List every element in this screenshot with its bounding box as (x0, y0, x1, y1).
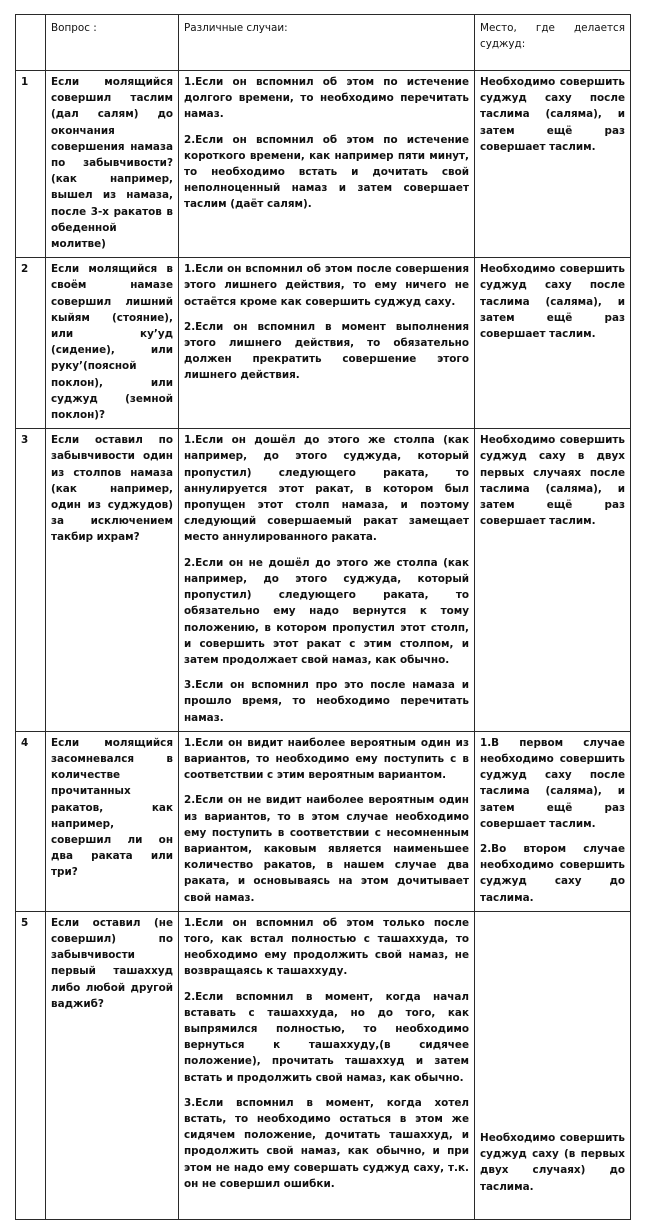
header-place: Место, где делается суджуд: (475, 15, 631, 71)
row-number: 5 (16, 911, 46, 1219)
case-paragraph: 1.Если он вспомнил об этом по истечение долгого времени, то необходимо перечитать намаз. (184, 76, 469, 121)
question-cell: Если оставил по забывчивости один из столпов намаза (как например, один из суджудов) за исключением такбир ихрам? (46, 429, 179, 731)
cases-cell (179, 911, 475, 1219)
case-paragraph: 2.Если он вспомнил об этом по истечение короткого времени, как например пяти минут, то необходимо встать и дочитать свой неполноценный намаз и затем совершает таслим (даёт салям). (184, 133, 469, 211)
cases-cell (179, 731, 475, 911)
row-number: 2 (16, 258, 46, 429)
question-cell: Если молящийся в своём намазе совершил лишний кыйям (стояние), или ку’уд (сидение), или руку’(поясной поклон), или суджуд (земной поклон)? (46, 258, 179, 429)
case-paragraph: 2.Если он не дошёл до этого же столпа (как например, до этого суджуда, который пропустил) следующего раката, то обязательно ему надо вернутся к тому положению, в котором пропустил этот столп, и совершить этот ракат с этим столпом, и затем продолжает свой намаз, как обычно. (184, 556, 469, 666)
case-paragraph: 2.Если вспомнил в момент, когда начал вставать с ташаххуда, но до того, как выпрямился полностью, то необходимо вернуться к ташаххуду,(в сидячее положение), прочитать ташаххуд и затем встать и продолжить свой намаз, как обычно. (184, 990, 469, 1084)
header-number (16, 15, 46, 71)
place-paragraph: 2.Во втором случае необходимо совершить суджуд саху до таслима. (480, 842, 625, 904)
place-paragraph: Необходимо совершить суджуд саху после таслима (саляма), и затем ещё раз совершает таслим. (480, 76, 625, 153)
place-paragraph: 1.В первом случае необходимо совершить суджуд саху после таслима (саляма), и затем ещё раз совершает таслим. (480, 736, 625, 830)
place-cell (475, 71, 631, 258)
table-row (16, 71, 631, 258)
case-paragraph: 3.Если он вспомнил про это после намаза и прошло время, то необходимо перечитать намаз. (184, 679, 469, 724)
place-cell (475, 429, 631, 731)
case-paragraph: 2.Если он вспомнил в момент выполнения этого лишнего действия, то обязательно должен прекратить совершение этого лишнего действия. (184, 320, 469, 382)
place-cell (475, 731, 631, 911)
table-row (16, 911, 631, 1219)
row-number: 4 (16, 731, 46, 911)
table-header-row (16, 15, 631, 71)
table-row (16, 429, 631, 731)
case-paragraph: 3.Если вспомнил в момент, когда хотел встать, то необходимо остаться в этом же сидячем положение, дочитать ташаххуд, и продолжить свой намаз, как обычно, и при этом не надо ему совершать суджуд саху, т.к. он не совершил ошибки. (184, 1096, 469, 1190)
case-paragraph: 1.Если он вспомнил об этом только после того, как встал полностью с ташаххуда, то необходимо ему продолжить свой намаз, не возвращаясь к ташаххуду. (184, 916, 469, 978)
case-paragraph: 1.Если он дошёл до этого же столпа (как например, до этого суджуда, который пропустил) следующего раката, то аннулируется этот ракат, в котором был пропущен этот столп намаза, и поэтому следующий совершаемый ракат замещает место аннулированного раката. (184, 434, 469, 544)
table-row (16, 258, 631, 429)
case-paragraph: 1.Если он видит наиболее вероятным один из вариантов, то необходимо ему поступить с в соответствии с этим вероятным вариантом. (184, 736, 469, 782)
question-cell: Если молящийся совершил таслим (дал салям) до окончания совершения намаза по забывчивости? (как например, вышел из намаза, после 3-х ракатов в обеденной молитве) (46, 71, 179, 258)
place-paragraph: Необходимо совершить суджуд саху после таслима (саляма), и затем ещё раз совершает таслим. (480, 263, 625, 341)
cases-cell (179, 71, 475, 258)
row-number: 1 (16, 71, 46, 258)
header-cases: Различные случаи: (179, 15, 475, 71)
place-paragraph: Необходимо совершить суджуд саху в двух первых случаях после таслима (саляма), и затем ещё раз совершает таслим. (480, 434, 625, 528)
sujud-sahu-table (15, 14, 631, 1220)
place-cell (475, 911, 631, 1219)
table-row (16, 731, 631, 911)
row-number: 3 (16, 429, 46, 731)
cases-cell (179, 429, 475, 731)
case-paragraph: 2.Если он не видит наиболее вероятным один из вариантов, то в этом случае необходимо ему поступить в соответствии с несомненным вариантом, каковым является наименьшее количество ракатов, в нашем случае два раката, и основываясь на этом дочитывает свой намаз. (184, 794, 469, 904)
case-paragraph: 1.Если он вспомнил об этом после совершения этого лишнего действия, то ему ничего не остаётся кроме как совершить суджуд саху. (184, 263, 469, 308)
place-paragraph: Необходимо совершить суджуд саху (в первых двух случаях) до таслима. (480, 1131, 625, 1193)
place-cell (475, 258, 631, 429)
question-cell: Если молящийся засомневался в количестве прочитанных ракатов, как например, совершил ли он два раката или три? (46, 731, 179, 911)
header-question: Вопрос : (46, 15, 179, 71)
question-cell: Если оставил (не совершил) по забывчивости первый ташаххуд либо любой другой ваджиб? (46, 911, 179, 1219)
cases-cell (179, 258, 475, 429)
